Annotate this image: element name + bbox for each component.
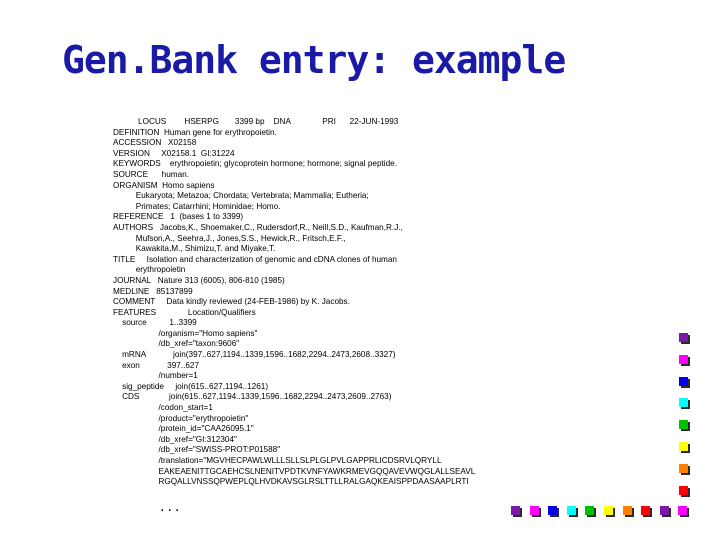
decor-square-horizontal — [678, 506, 687, 515]
decor-square-horizontal — [548, 506, 557, 515]
decor-square-vertical — [679, 420, 688, 429]
decor-square-horizontal — [623, 506, 632, 515]
decor-square-vertical — [679, 355, 688, 364]
decor-square-horizontal — [511, 506, 520, 515]
decor-square-horizontal — [530, 506, 539, 515]
decor-square-vertical — [679, 377, 688, 386]
continuation-ellipsis: ... — [160, 498, 183, 515]
decor-square-horizontal — [567, 506, 576, 515]
decor-square-vertical — [679, 486, 688, 495]
decor-square-vertical — [679, 442, 688, 451]
decor-square-vertical — [679, 398, 688, 407]
genbank-entry-text: LOCUS HSERPG 3399 bp DNA PRI 22-JUN-1993 DEFINITION Human gene for erythropoietin. ACCESSION X02158 VERSION X02158.1 GI:31224 KEYWORDS erythropoietin; glycoprotein hormone; hormone; signal peptide. SOURCE human. ORGANISM Homo sapiens Eukaryota; Metazoa; Chordata; Vertebrata; Mammalia; Eutheria; Primates; Catarrhini; Hominidae; Homo. REFERENCE 1 (bases 1 to 3399) AUTHORS Jacobs,K., Shoemaker,C., Rudersdorf,R., Neill,S.D., Kaufman,R.J., Mufson,A., Seehra,J., Jones,S.S., Hewick,R., Fritsch,E.F., Kawakita,M., Shimizu,T. and Miyake,T. TITLE Isolation and characterization of genomic and cDNA clones of human erythropoietin JOURNAL Nature 313 (6005), 806-810 (1985) MEDLINE 85137899 COMMENT Data kindly reviewed (24-FEB-1986) by K. Jacobs. FEATURES Location/Qualifiers source 1..3399 /organism="Homo sapiens" /db_xref="taxon:9606" mRNA join(397..627,1194..1339,1596..1682,2294..2473,2608..3327) exon 397..627 /number=1 sig_peptide join(615..627,1194..1261) CDS join(615..627,1194..1339,1596..1682,2294..2473,2609..2763) /codon_start=1 /product="erythropoietin" /protein_id="CAA26095.1" /db_xref="GI:312304" /db_xref="SWISS-PROT:P01588" /translation="MGVHECPAWLWLLLSLLSLPLGLPVLGAPPRLICDSRVLQRYLL EAKEAENITTGCAEHCSLNENITVPDTKVNFYAWKRMEVGQQAVEVWQGLALLSEAVL RGQALLVNSSQPWEPLQLHVDKAVSGLRSLTTLLRALGAQKEAISPPDAASAAPLRTI — [113, 117, 476, 487]
decor-square-horizontal — [641, 506, 650, 515]
decor-square-horizontal — [604, 506, 613, 515]
decor-square-horizontal — [660, 506, 669, 515]
decor-square-vertical — [679, 464, 688, 473]
decor-square-vertical — [679, 333, 688, 342]
slide-title: Gen.Bank entry: example — [62, 38, 566, 82]
decor-square-horizontal — [585, 506, 594, 515]
